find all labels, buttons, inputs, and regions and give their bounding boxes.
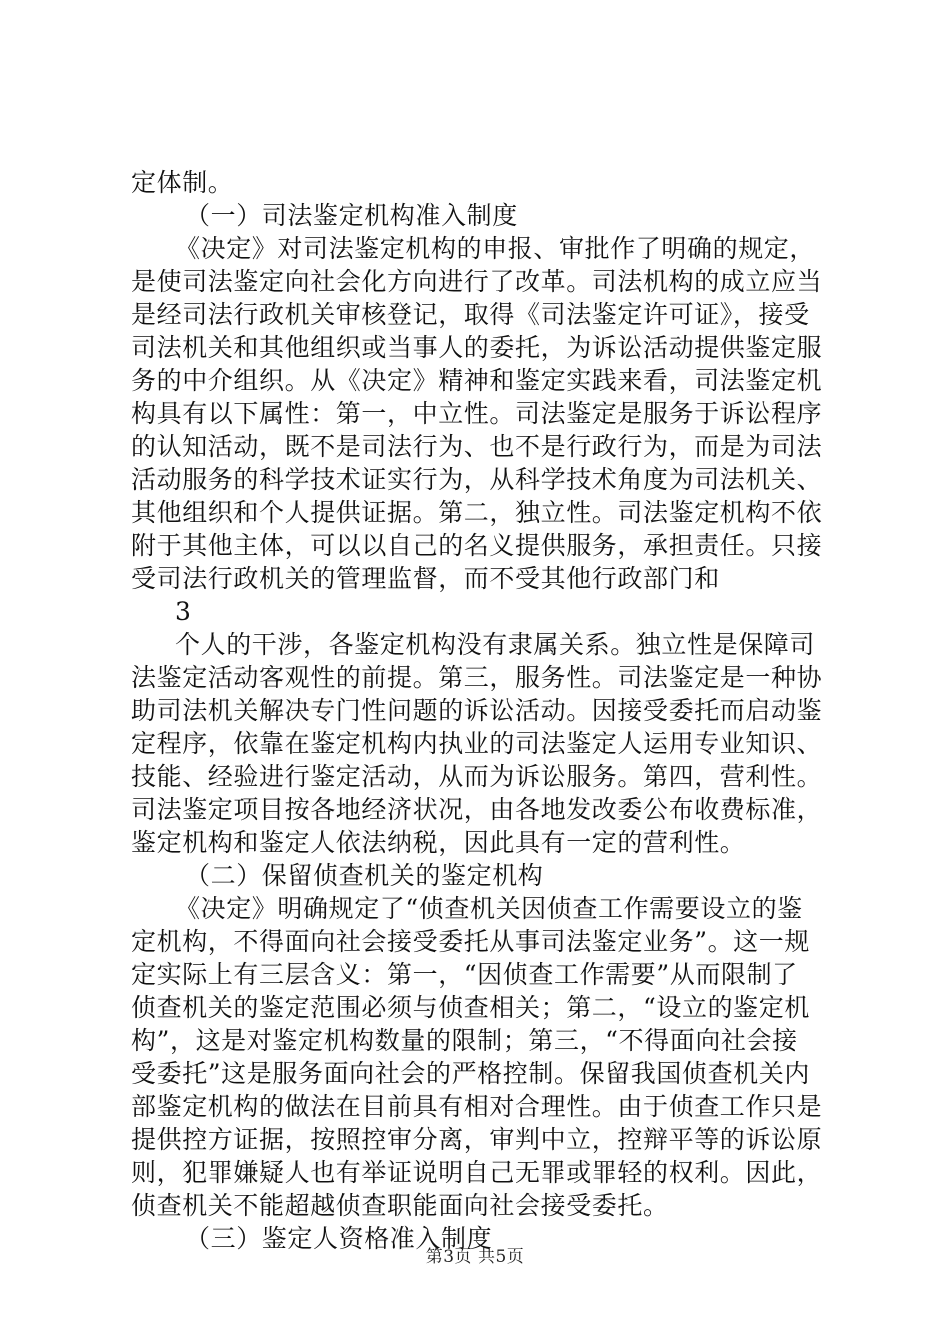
text-line: 则，犯罪嫌疑人也有举证说明自己无罪或罪轻的权利。因此， xyxy=(131,1158,823,1187)
section-heading-3: （三）鉴定人资格准入制度 xyxy=(185,1224,493,1253)
text-line: 个人的干涉，各鉴定机构没有隶属关系。独立性是保障司 xyxy=(175,630,816,659)
text-line: 附于其他主体，可以以自己的名义提供服务，承担责任。只接 xyxy=(131,531,823,560)
text-line: 侦查机关不能超越侦查职能面向社会接受委托。 xyxy=(131,1191,669,1220)
text-line: 提供控方证据，按照控审分离，审判中立，控辩平等的诉讼原 xyxy=(131,1125,823,1154)
text-line: 侦查机关的鉴定范围必须与侦查相关；第二，“设立的鉴定机 xyxy=(131,993,810,1022)
section-heading-1: （一）司法鉴定机构准入制度 xyxy=(185,201,518,230)
text-line: 技能、经验进行鉴定活动，从而为诉讼服务。第四，营利性。 xyxy=(131,762,823,791)
text-line: 构”，这是对鉴定机构数量的限制；第三，“不得面向社会接 xyxy=(131,1026,798,1055)
body-text xyxy=(131,166,831,1255)
text-line: 定机构，不得面向社会接受委托从事司法鉴定业务”。这一规 xyxy=(131,927,810,956)
text-line: 定程序，依靠在鉴定机构内执业的司法鉴定人运用专业知识、 xyxy=(131,729,823,758)
text-line: 受委托”这是服务面向社会的严格控制。保留我国侦查机关内 xyxy=(131,1059,810,1088)
text-line: 是经司法行政机关审核登记，取得《司法鉴定许可证》，接受 xyxy=(131,300,810,329)
text-line: 助司法机关解决专门性问题的诉讼活动。因接受委托而启动鉴 xyxy=(131,696,823,725)
text-line: 部鉴定机构的做法在目前具有相对合理性。由于侦查工作只是 xyxy=(131,1092,823,1121)
text-line: 法鉴定活动客观性的前提。第三，服务性。司法鉴定是一种协 xyxy=(131,663,823,692)
text-line: 司法鉴定项目按各地经济状况，由各地发改委公布收费标准， xyxy=(131,795,823,824)
text-line: 其他组织和个人提供证据。第二，独立性。司法鉴定机构不依 xyxy=(131,498,823,527)
text-line: 司法机关和其他组织或当事人的委托，为诉讼活动提供鉴定服 xyxy=(131,333,823,362)
text-line: 鉴定机构和鉴定人依法纳税，因此具有一定的营利性。 xyxy=(131,828,746,857)
text-line: 构具有以下属性：第一，中立性。司法鉴定是服务于诉讼程序 xyxy=(131,399,823,428)
text-line: 受司法行政机关的管理监督，而不受其他行政部门和 xyxy=(131,564,720,593)
section-heading-2: （二）保留侦查机关的鉴定机构 xyxy=(185,861,544,890)
text-line: 活动服务的科学技术证实行为，从科学技术角度为司法机关、 xyxy=(131,465,823,494)
text-line: 是使司法鉴定向社会化方向进行了改革。司法机构的成立应当 xyxy=(131,267,823,296)
inline-page-number: 3 xyxy=(175,597,192,626)
text-line: 定体制。 xyxy=(131,168,234,197)
text-line: 《决定》对司法鉴定机构的申报、审批作了明确的规定， xyxy=(175,234,816,263)
text-line: 的认知活动，既不是司法行为、也不是行政行为，而是为司法 xyxy=(131,432,823,461)
page-footer: 第3页 共5页 xyxy=(425,1247,525,1267)
text-line: 《决定》明确规定了“侦查机关因侦查工作需要设立的鉴 xyxy=(175,894,803,923)
text-line: 定实际上有三层含义：第一，“因侦查工作需要”从而限制了 xyxy=(131,960,798,989)
text-line: 务的中介组织。从《决定》精神和鉴定实践来看，司法鉴定机 xyxy=(131,366,823,395)
